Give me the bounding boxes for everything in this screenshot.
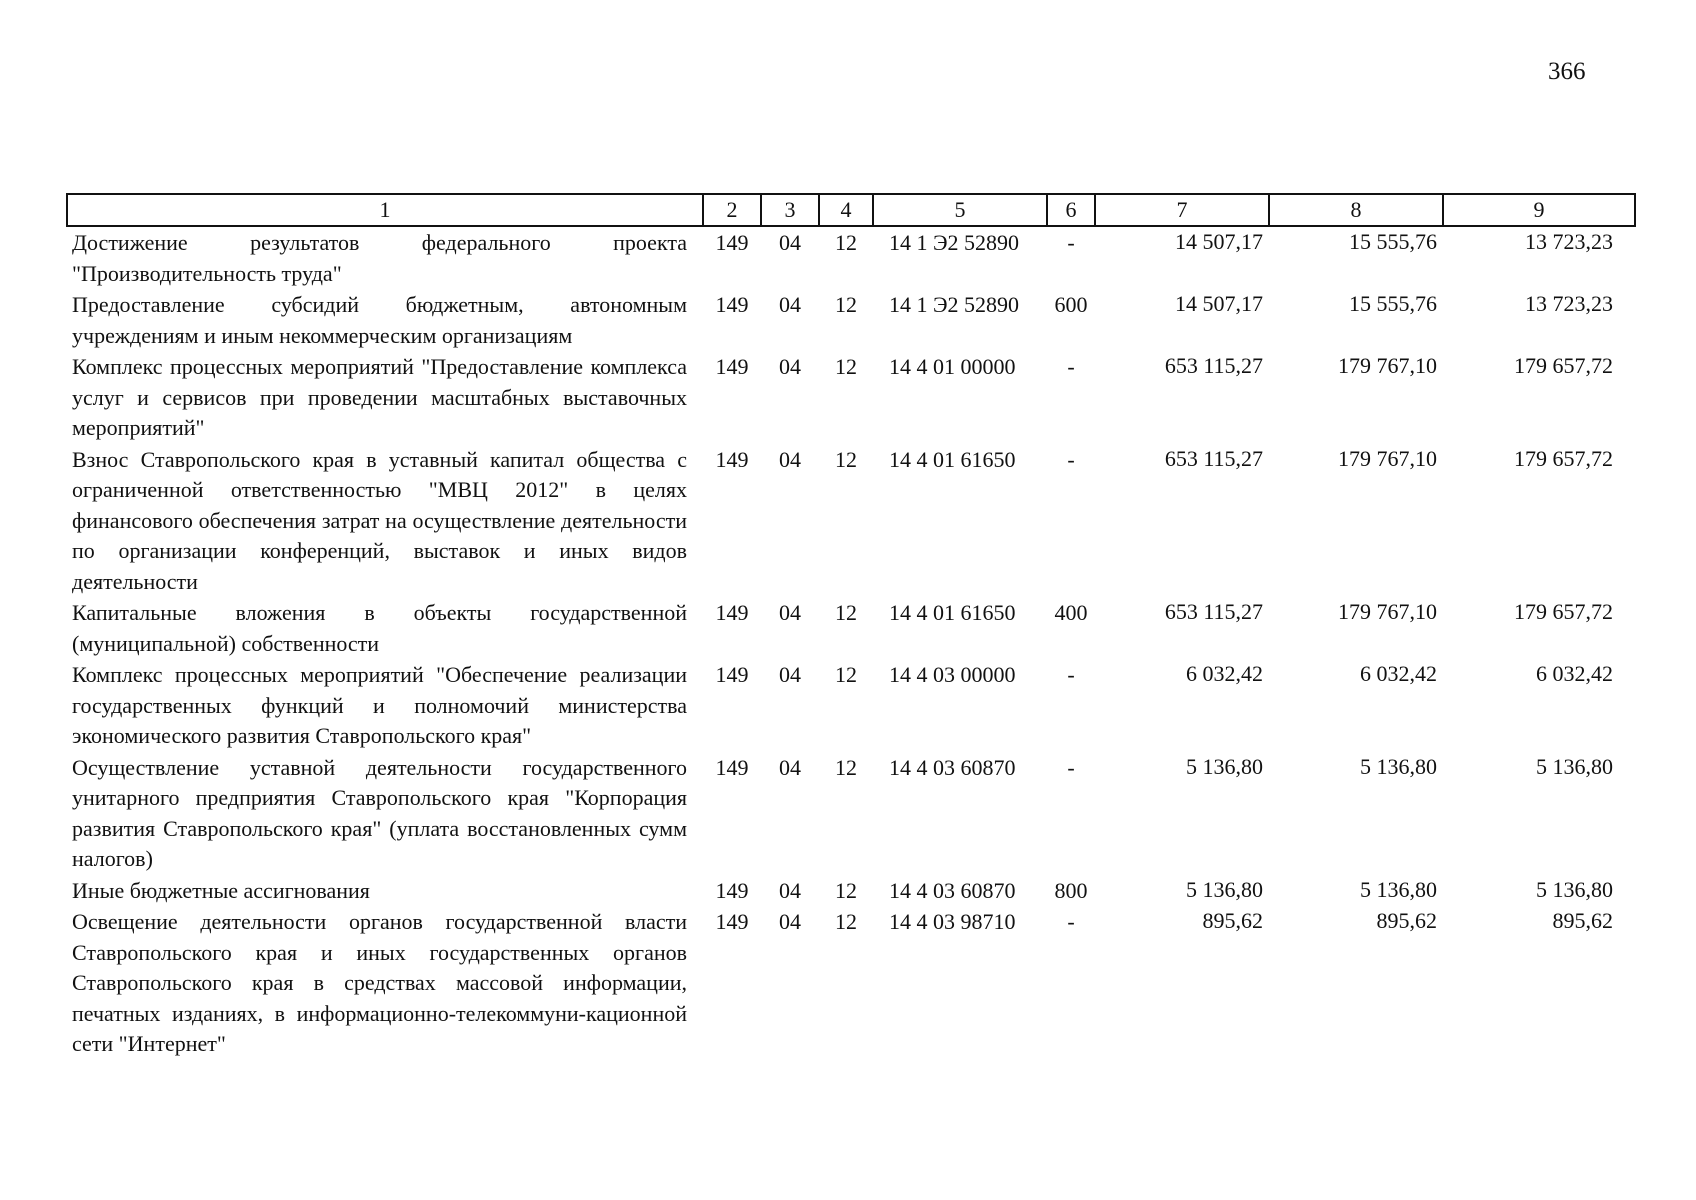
row-code-target: 14 4 03 60870 [889,877,1016,903]
row-code-expense-type: - [1067,754,1075,780]
row-code-target: 14 4 01 61650 [889,600,1016,625]
table-row [67,875,1635,907]
row-code-target: 14 1 Э2 52890 [889,230,1020,255]
page-number: 366 [1548,58,1586,85]
row-code-expense-type: - [1067,909,1075,934]
row-code-target: 14 4 01 61650 [889,446,1016,472]
row-code-section: 04 [779,754,801,780]
row-code-expense-type: - [1067,230,1075,255]
row-code-expense-type: - [1067,662,1075,687]
row-name: Капитальные вложения в объекты государственной (муниципальной) собственности [72,600,687,656]
row-code-section: 04 [779,909,801,934]
row-amount-col8: 5 136,80 [1360,753,1437,779]
column-number-header-row [67,194,1635,226]
table-body [67,226,1635,1060]
row-code-admin: 149 [715,446,749,472]
row-name: Освещение деятельности органов государственной власти Ставропольского края и иных государственных органов Ставропольского края в средствах массовой информации, печатных изданиях, в информационно-телекоммуни-кационной сети "Интернет" [72,909,687,1056]
row-code-section: 04 [779,662,801,687]
row-code-target: 14 4 03 98710 [889,909,1016,934]
row-amount-col7: 6 032,42 [1186,661,1263,686]
row-amount-col9: 13 723,23 [1525,291,1613,316]
row-code-section: 04 [779,292,801,317]
row-name: Достижение результатов федерального проекта "Производительность труда" [72,230,687,286]
row-code-target: 14 4 01 00000 [889,354,1016,379]
row-amount-col8: 15 555,76 [1349,229,1437,254]
row-amount-col9: 5 136,80 [1536,876,1613,902]
row-code-subsection: 12 [835,754,857,780]
row-name: Иные бюджетные ассигнования [72,877,370,903]
row-code-target: 14 4 03 00000 [889,662,1016,687]
row-code-subsection: 12 [835,354,857,379]
row-name: Комплекс процессных мероприятий "Предоставление комплекса услуг и сервисов при проведении масштабных выставочных мероприятий" [72,354,687,440]
row-amount-col8: 15 555,76 [1349,291,1437,316]
row-code-expense-type: - [1067,354,1075,379]
row-code-subsection: 12 [835,230,857,255]
table-row [67,597,1635,659]
row-code-admin: 149 [715,230,749,255]
row-code-subsection: 12 [835,292,857,317]
row-name: Взнос Ставропольского края в уставный капитал общества с ограниченной ответственностью "МВЦ 2012" в целях финансового обеспечения затрат на осуществление деятельности по организации конференций, выставок и иных видов деятельности [72,446,687,594]
row-code-expense-type: 400 [1054,600,1088,625]
table-row [67,752,1635,875]
row-amount-col8: 895,62 [1376,908,1437,933]
column-header-4: 4 [819,194,873,226]
row-code-admin: 149 [715,662,749,687]
row-code-admin: 149 [715,600,749,625]
column-header-3: 3 [761,194,819,226]
row-code-section: 04 [779,877,801,903]
row-code-admin: 149 [715,754,749,780]
budget-table [66,193,1636,1060]
table-row [67,906,1635,1060]
row-code-admin: 149 [715,354,749,379]
row-code-section: 04 [779,230,801,255]
row-name: Комплекс процессных мероприятий "Обеспечение реализации государственных функций и полномочий министерства экономического развития Ставропольского края" [72,662,687,748]
row-amount-col7: 653 115,27 [1164,445,1263,471]
row-amount-col9: 179 657,72 [1514,445,1613,471]
row-code-target: 14 4 03 60870 [889,754,1016,780]
row-amount-col7: 653 115,27 [1164,599,1263,624]
table-row [67,226,1635,289]
row-code-section: 04 [779,600,801,625]
row-amount-col9: 179 657,72 [1514,353,1613,378]
column-header-2: 2 [703,194,761,226]
row-amount-col7: 653 115,27 [1164,353,1263,378]
row-code-subsection: 12 [835,909,857,934]
row-code-expense-type: 800 [1054,877,1088,903]
table-row [67,444,1635,598]
row-amount-col8: 179 767,10 [1338,353,1437,378]
row-code-subsection: 12 [835,446,857,472]
row-amount-col7: 895,62 [1202,908,1263,933]
row-code-expense-type: - [1067,446,1075,472]
row-amount-col9: 895,62 [1552,908,1613,933]
row-amount-col9: 179 657,72 [1514,599,1613,624]
row-code-expense-type: 600 [1054,292,1088,317]
table-row [67,289,1635,351]
row-amount-col8: 6 032,42 [1360,661,1437,686]
row-amount-col9: 5 136,80 [1536,753,1613,779]
row-amount-col8: 179 767,10 [1338,599,1437,624]
row-code-subsection: 12 [835,662,857,687]
column-header-6: 6 [1047,194,1095,226]
column-header-1: 1 [67,194,703,226]
row-amount-col7: 5 136,80 [1186,753,1263,779]
row-amount-col8: 179 767,10 [1338,445,1437,471]
row-code-section: 04 [779,354,801,379]
column-header-5: 5 [873,194,1047,226]
row-name: Осуществление уставной деятельности государственного унитарного предприятия Ставропольского края "Корпорация развития Ставропольского края" (уплата восстановленных сумм налогов) [72,754,687,871]
row-code-admin: 149 [715,909,749,934]
row-amount-col7: 14 507,17 [1175,291,1263,316]
row-amount-col7: 14 507,17 [1175,229,1263,254]
table-row [67,351,1635,444]
row-name: Предоставление субсидий бюджетным, автономным учреждениям и иным некоммерческим организациям [72,292,687,348]
row-code-subsection: 12 [835,877,857,903]
table-row [67,659,1635,752]
row-code-subsection: 12 [835,600,857,625]
row-amount-col9: 13 723,23 [1525,229,1613,254]
row-code-section: 04 [779,446,801,472]
row-amount-col9: 6 032,42 [1536,661,1613,686]
row-amount-col7: 5 136,80 [1186,876,1263,902]
column-header-7: 7 [1095,194,1269,226]
row-amount-col8: 5 136,80 [1360,876,1437,902]
column-header-8: 8 [1269,194,1443,226]
row-code-admin: 149 [715,877,749,903]
row-code-admin: 149 [715,292,749,317]
column-header-9: 9 [1443,194,1635,226]
row-code-target: 14 1 Э2 52890 [889,292,1020,317]
